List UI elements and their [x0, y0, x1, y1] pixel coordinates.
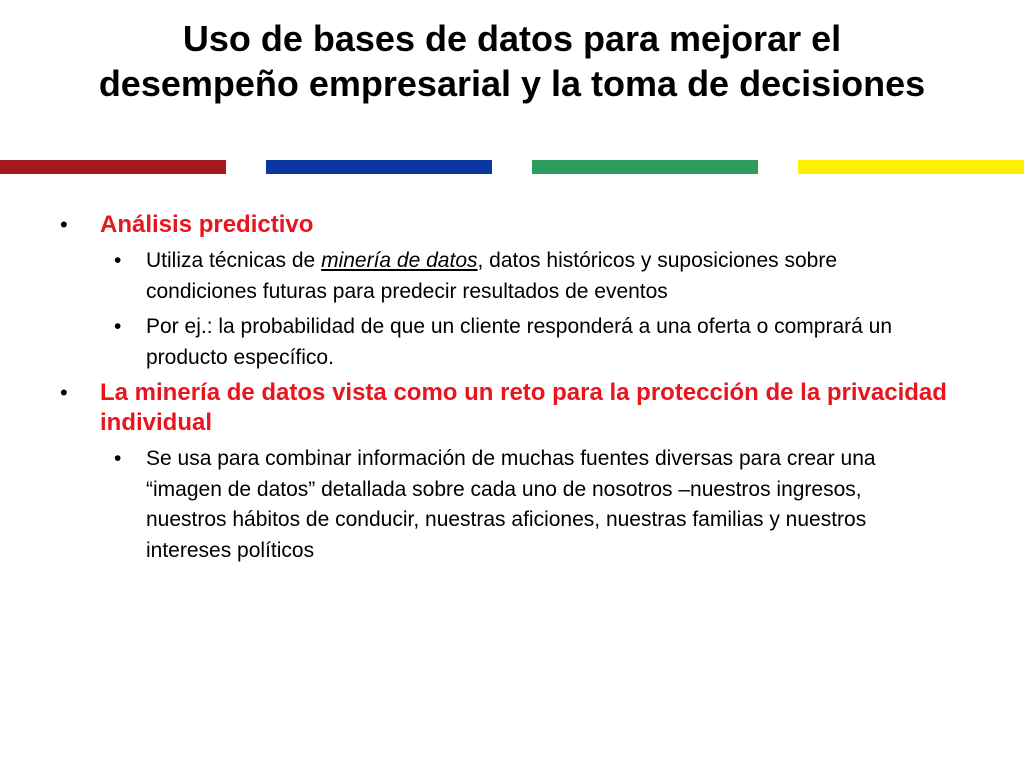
slide-title-line-1: Uso de bases de datos para mejorar el — [182, 18, 842, 59]
blue-divider-bar — [266, 160, 492, 174]
section-heading-text: Análisis predictivo — [100, 211, 314, 238]
bullet-icon: • — [60, 380, 68, 405]
slide-title-line-2: desempeño empresarial y la toma de decisiones — [98, 63, 926, 104]
section-heading-predictive-analysis — [58, 210, 958, 240]
slide-body — [58, 210, 958, 571]
bullet-icon: • — [60, 212, 68, 237]
section-heading-text: La minería de datos vista como un reto para la protección de la privacidad individual — [100, 379, 947, 436]
bullet-icon: • — [114, 315, 122, 338]
bullet-icon: • — [114, 249, 122, 272]
data-mining-link[interactable]: minería de datos — [321, 249, 478, 272]
section-heading-privacy-challenge — [58, 378, 958, 438]
list-item-text-before: Utiliza técnicas de — [146, 249, 322, 272]
list-item-data-mining-techniques — [58, 246, 926, 307]
yellow-divider-bar — [798, 160, 1024, 174]
bullet-icon: • — [114, 447, 122, 470]
list-item-text-after: , datos históricos y suposiciones sobre condiciones futuras para predecir resultados de eventos — [146, 249, 838, 303]
list-item-data-image — [58, 444, 926, 566]
green-divider-bar — [532, 160, 758, 174]
slide-title — [0, 16, 1024, 106]
list-item-text: Se usa para combinar información de muchas fuentes diversas para crear una “imagen de datos” detallada sobre cada uno de nosotros –nuestros ingresos, nuestros hábitos de conducir, nuestras aficiones, nuestras familias y nuestros intereses políticos — [146, 447, 876, 562]
red-divider-bar — [0, 160, 226, 174]
list-item-example — [58, 312, 926, 373]
list-item-text: Por ej.: la probabilidad de que un cliente responderá a una oferta o comprará un producto específico. — [146, 315, 892, 369]
